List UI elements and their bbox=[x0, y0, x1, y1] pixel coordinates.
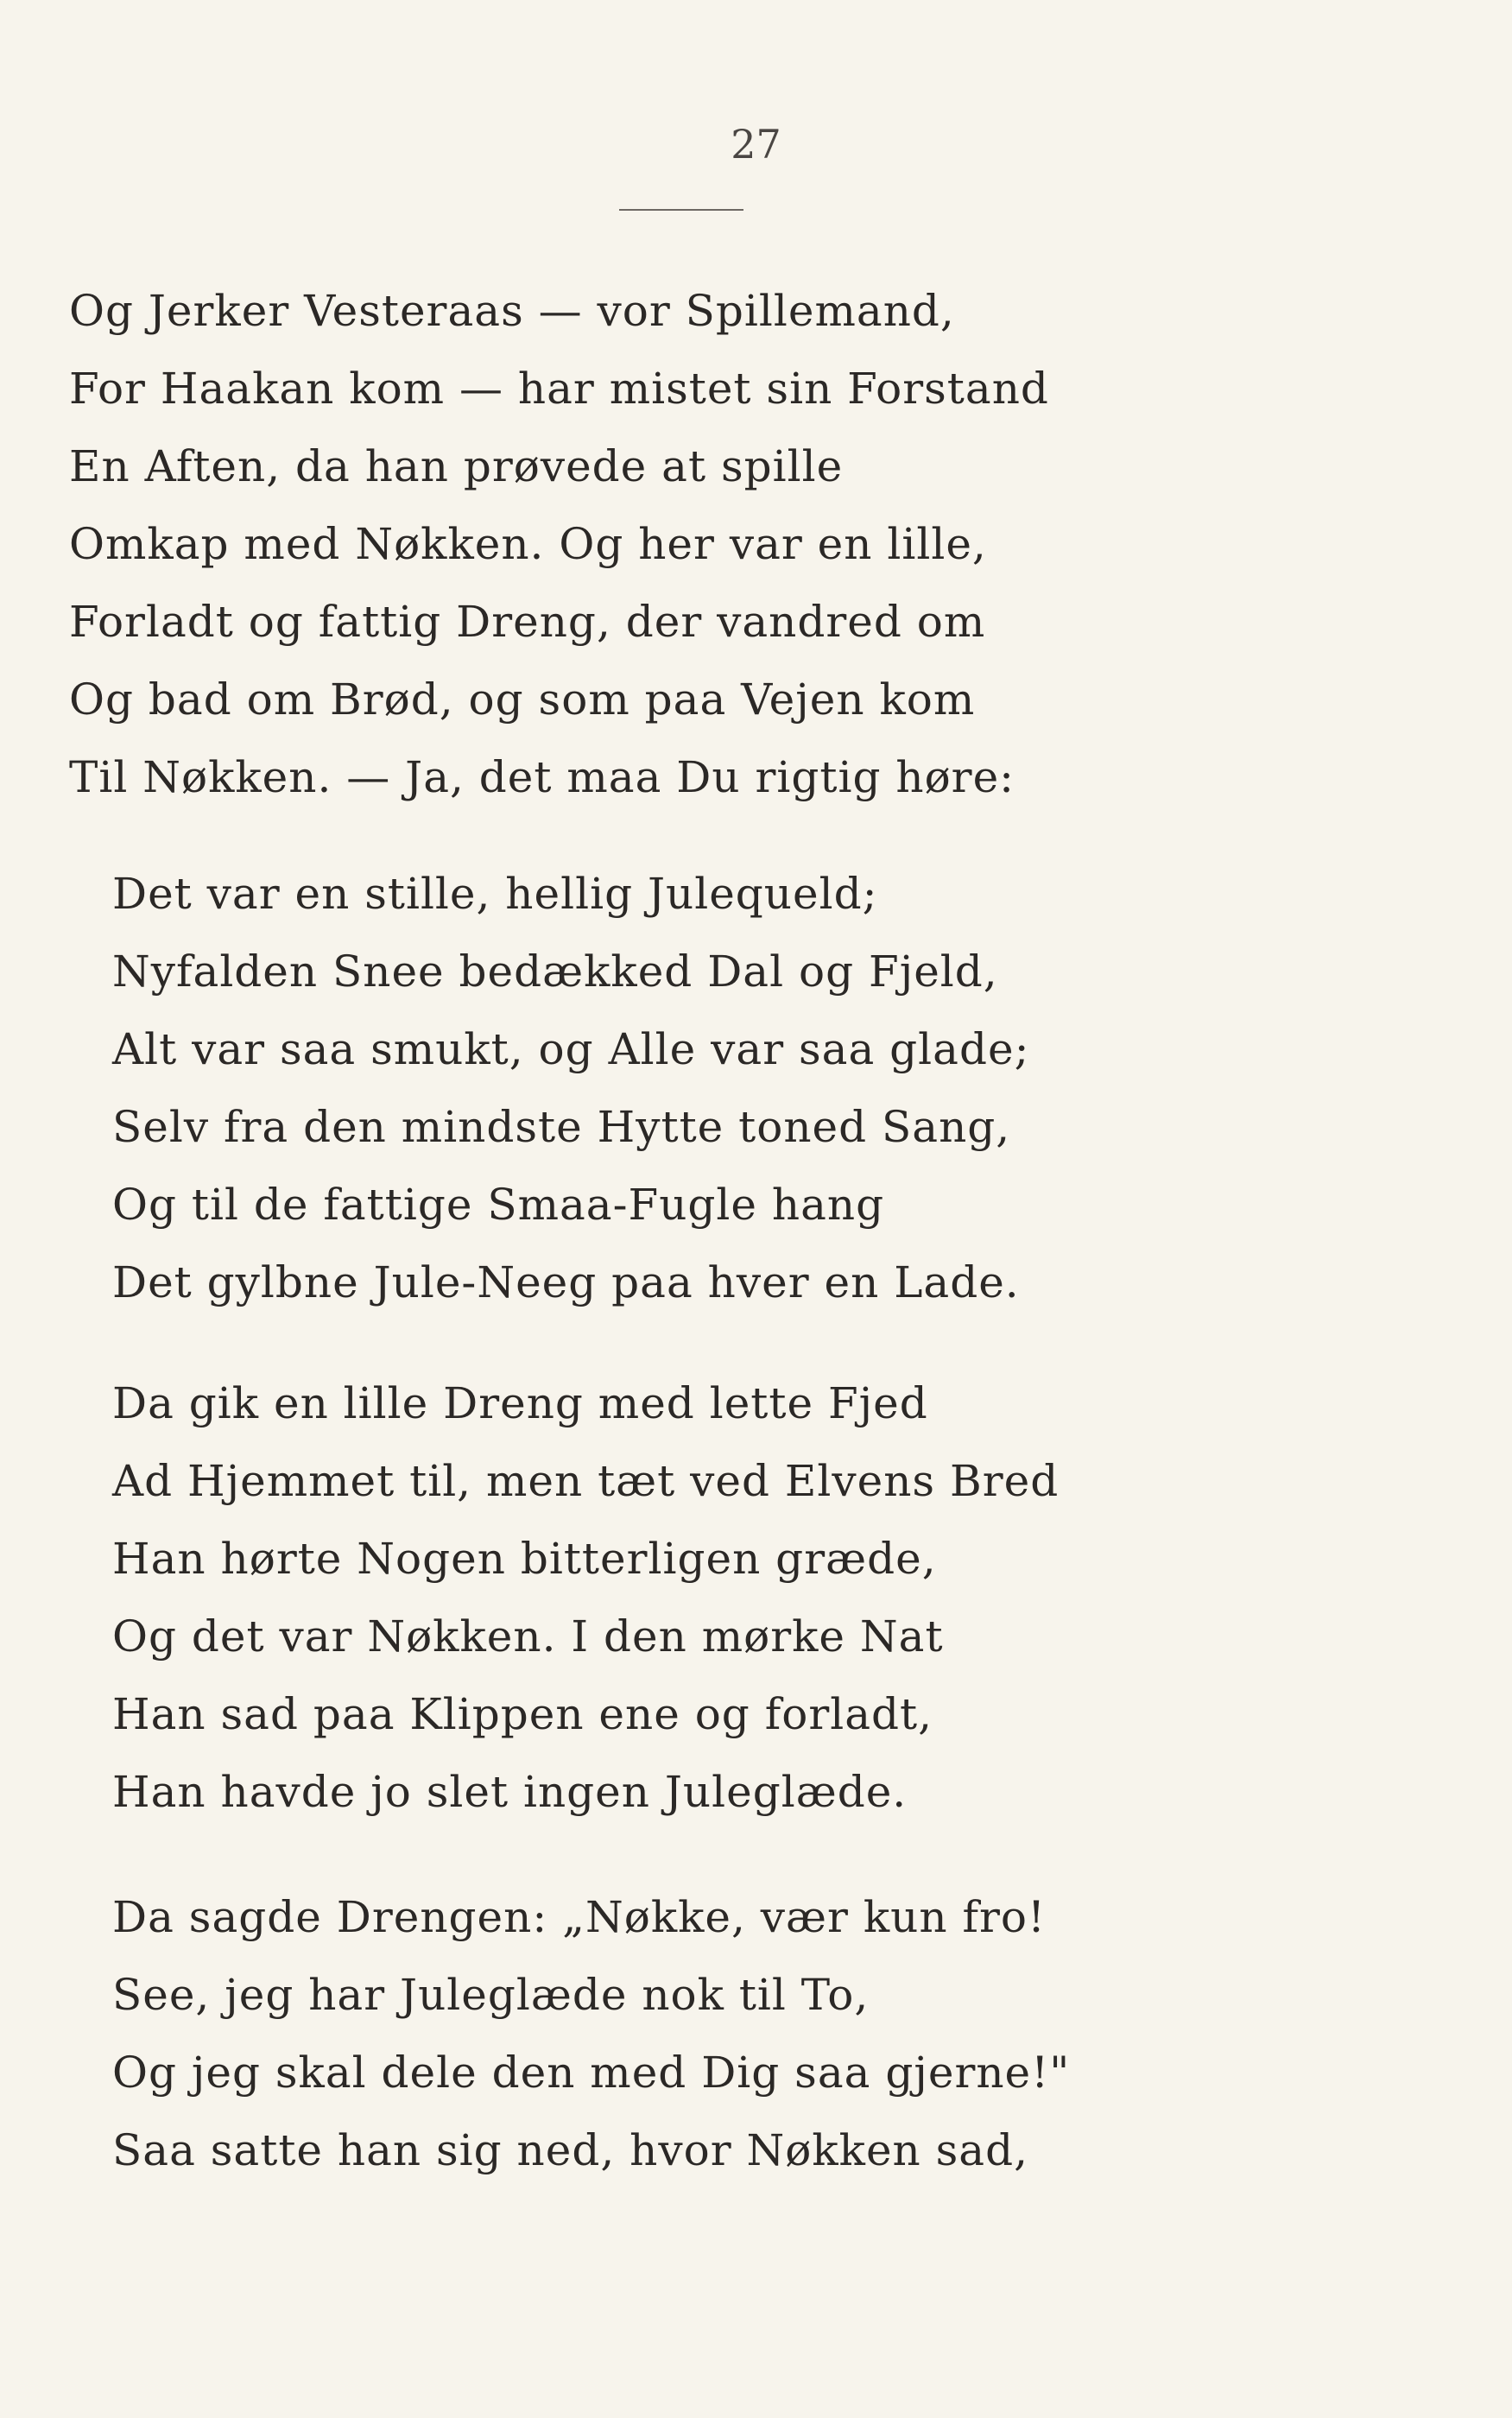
page-number: 27 bbox=[731, 121, 781, 168]
poem-line: Og til de fattige Smaa-Fugle hang bbox=[112, 1180, 885, 1230]
poem-line: Saa satte han sig ned, hvor Nøkken sad, bbox=[112, 2125, 1028, 2175]
poem-line: En Aften, da han prøvede at spille bbox=[69, 441, 844, 491]
poem-line: Han havde jo slet ingen Juleglæde. bbox=[112, 1767, 908, 1817]
header-rule bbox=[619, 209, 743, 211]
poem-line: Da sagde Drengen: „Nøkke, vær kun fro! bbox=[112, 1892, 1047, 1942]
poem-line: Nyfalden Snee bedækked Dal og Fjeld, bbox=[112, 946, 998, 997]
poem-line: Da gik en lille Dreng med lette Fjed bbox=[112, 1378, 928, 1428]
poem-line: For Haakan kom — har mistet sin Forstand bbox=[69, 364, 1049, 414]
poem-line: Og Jerker Vesteraas — vor Spillemand, bbox=[69, 286, 955, 336]
poem-line: Det gylbne Jule-Neeg paa hver en Lade. bbox=[112, 1257, 1020, 1307]
poem-line: Det var en stille, hellig Julequeld; bbox=[112, 869, 878, 919]
poem-line: Og jeg skal dele den med Dig saa gjerne!" bbox=[112, 2048, 1071, 2098]
poem-line: Og bad om Brød, og som paa Vejen kom bbox=[69, 674, 976, 725]
poem-line: Ad Hjemmet til, men tæt ved Elvens Bred bbox=[112, 1456, 1060, 1506]
poem-line: Til Nøkken. — Ja, det maa Du rigtig høre: bbox=[69, 752, 1015, 802]
poem-line: Alt var saa smukt, og Alle var saa glade; bbox=[112, 1024, 1030, 1074]
poem-line: Selv fra den mindste Hytte toned Sang, bbox=[112, 1102, 1011, 1152]
poem-line: Og det var Nøkken. I den mørke Nat bbox=[112, 1611, 944, 1662]
poem-line: Forladt og fattig Dreng, der vandred om bbox=[69, 597, 986, 647]
poem-line: Han hørte Nogen bitterligen græde, bbox=[112, 1534, 937, 1584]
poem-line: Omkap med Nøkken. Og her var en lille, bbox=[69, 519, 987, 569]
poem-line: Han sad paa Klippen ene og forladt, bbox=[112, 1689, 933, 1739]
poem-line: See, jeg har Juleglæde nok til To, bbox=[112, 1970, 870, 2020]
